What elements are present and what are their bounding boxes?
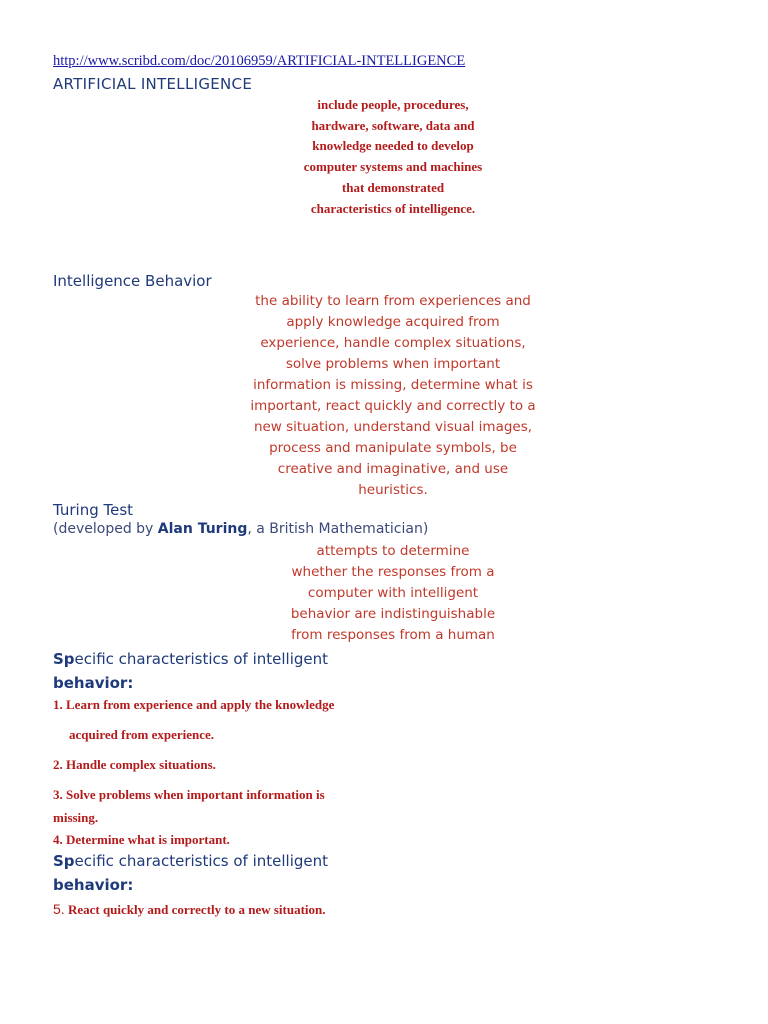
ai-definition-line: include people, procedures, <box>317 97 469 112</box>
list-item-text: React quickly and correctly to a new situation. <box>67 902 326 917</box>
turing-description <box>243 541 543 646</box>
list-item-text: Determine what is important. <box>66 832 230 847</box>
behavior-description <box>233 291 553 501</box>
turing-sub-name: Alan Turing <box>157 521 248 537</box>
list-item-continuation: missing. <box>53 810 99 825</box>
ai-definition-line: computer systems and machines <box>303 159 483 175</box>
turing-sub-prefix: (developed by <box>53 521 158 537</box>
behavior-heading: Intelligence Behavior <box>53 272 212 290</box>
list-item <box>53 898 326 921</box>
spec-heading-2 <box>53 849 413 897</box>
list-item <box>53 829 230 851</box>
list-item-number: 4. <box>53 832 63 847</box>
list-item <box>53 694 334 716</box>
behavior-line: experience, handle complex situations, <box>260 335 526 351</box>
list-item-text: Handle complex situations. <box>66 757 216 772</box>
turing-subtitle <box>53 521 428 537</box>
list-item-number: 2. <box>53 757 63 772</box>
ai-definition <box>243 95 543 219</box>
turing-heading: Turing Test <box>53 501 134 519</box>
list-item <box>53 784 325 806</box>
source-link[interactable]: http://www.scribd.com/doc/20106959/ARTIFICIAL-INTELLIGENCE <box>53 53 466 69</box>
spec-heading-lead: Sp <box>53 650 75 668</box>
ai-definition-line: knowledge needed to develop <box>312 138 474 154</box>
list-item-number: 1. <box>53 697 63 712</box>
behavior-line: solve problems when important <box>285 356 501 372</box>
list-item-text: Learn from experience and apply the knowledge <box>66 697 335 712</box>
behavior-line: information is missing, determine what is <box>253 377 533 393</box>
spec-heading-lead: Sp <box>53 852 75 870</box>
list-item-number: 5. <box>53 901 65 917</box>
spec-heading-rest: ecific characteristics of intelligent <box>74 852 328 870</box>
spec-heading-line2: behavior: <box>53 876 134 894</box>
behavior-line: apply knowledge acquired from <box>286 314 500 330</box>
behavior-line: new situation, understand visual images, <box>253 419 533 435</box>
document-title: ARTIFICIAL INTELLIGENCE <box>53 75 253 93</box>
spec-heading-line2: behavior: <box>53 674 134 692</box>
ai-definition-line: characteristics of intelligence. <box>310 200 476 216</box>
list-item <box>53 754 216 776</box>
ai-definition-line: hardware, software, data and <box>311 117 475 133</box>
spec-heading-rest: ecific characteristics of intelligent <box>74 650 328 668</box>
turing-sub-suffix: , a British Mathematician) <box>247 521 429 537</box>
behavior-line: creative and imaginative, and use <box>277 461 509 477</box>
ai-definition-line: that demonstrated <box>341 179 445 195</box>
list-item-number: 3. <box>53 787 63 802</box>
turing-line: attempts to determine <box>316 543 470 559</box>
behavior-line: process and manipulate symbols, be <box>269 440 517 456</box>
turing-line: whether the responses from a <box>291 564 495 580</box>
behavior-line: the ability to learn from experiences and <box>255 293 531 309</box>
turing-line: computer with intelligent <box>307 585 479 601</box>
list-item-text: Solve problems when important information is <box>66 787 325 802</box>
turing-line: from responses from a human <box>291 627 495 643</box>
behavior-line: important, react quickly and correctly to a <box>250 398 536 414</box>
turing-line: behavior are indistinguishable <box>290 606 496 622</box>
spec-heading-1 <box>53 647 413 695</box>
behavior-line: heuristics. <box>358 482 428 498</box>
list-item-continuation: acquired from experience. <box>69 727 215 742</box>
